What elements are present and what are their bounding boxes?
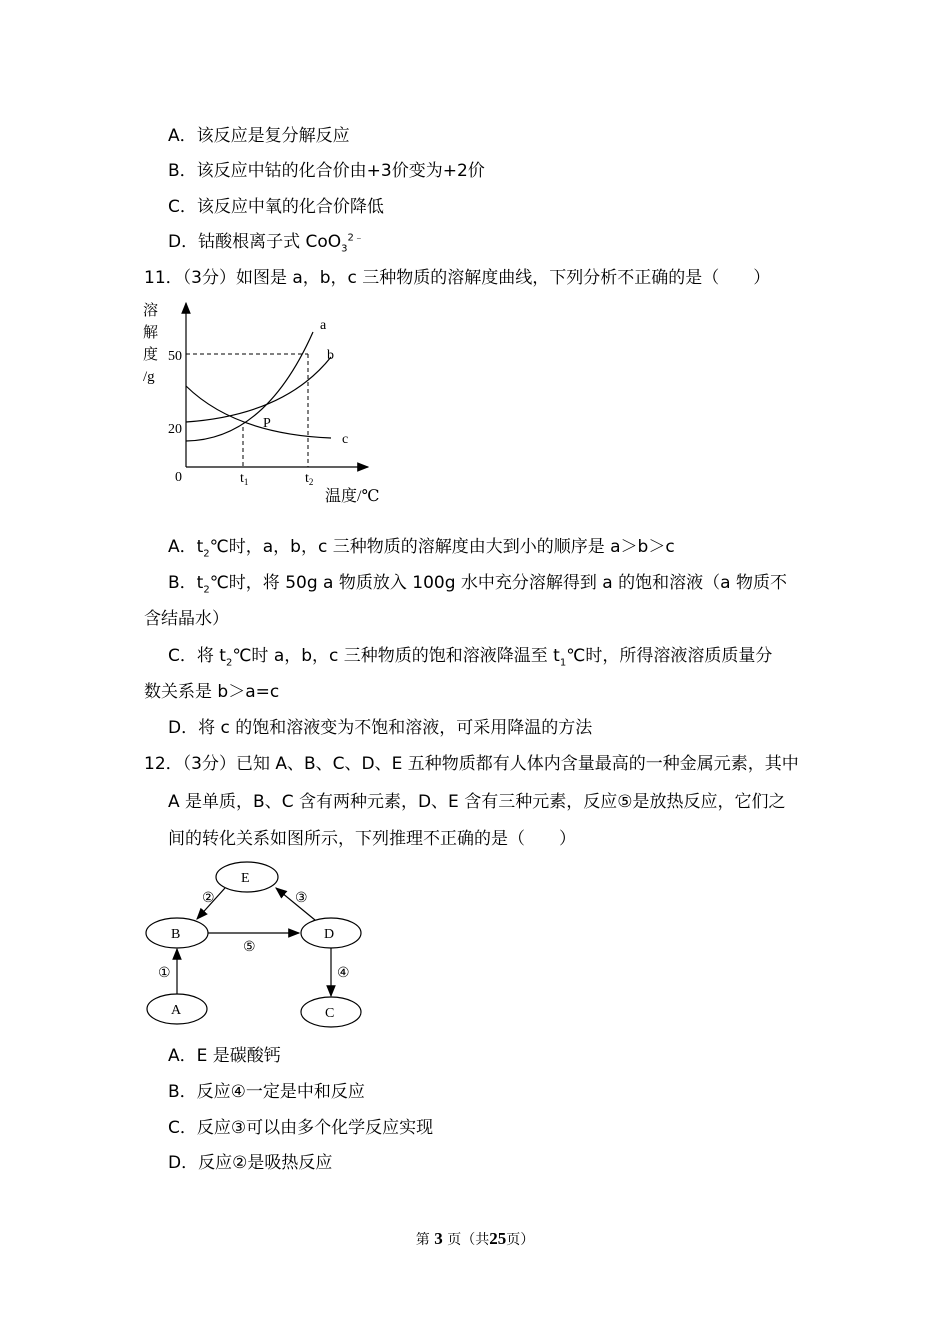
q11-option-d: D．将 c 的饱和溶液变为不饱和溶液，可采用降温的方法 xyxy=(168,718,593,738)
y-tick-20: 20 xyxy=(168,422,182,437)
q11-option-c-cont: 数关系是 b＞a=c xyxy=(144,682,280,702)
node-a-label: A xyxy=(171,1003,182,1018)
reaction-5-label: ⑤ xyxy=(243,940,256,955)
q11-c-sub: 2 xyxy=(225,657,233,669)
y-axis-label-3: 度 xyxy=(143,347,159,363)
q11-b-post: ℃时，将 50g a 物质放入 100g 水中充分溶解得到 a 的饱和溶液（a 物质不 xyxy=(209,573,787,593)
q11-b-sub: 2 xyxy=(203,584,210,596)
origin-label: 0 xyxy=(175,470,182,485)
q10-option-c: C．该反应中氧的化合价降低 xyxy=(168,197,384,217)
q10-option-d-text: D．钴酸根离子式 CoO xyxy=(168,232,342,252)
q11-c-pre: C．将 t xyxy=(168,646,226,666)
q11-stem: 11．（3分）如图是 a，b，c 三种物质的溶解度曲线，下列分析不正确的是（ ） xyxy=(144,268,771,288)
q11-a-pre: A．t xyxy=(168,537,204,557)
reaction-4-label: ④ xyxy=(337,966,350,981)
q12-stem-2: A 是单质，B、C 含有两种元素，D、E 含有三种元素，反应⑤是放热反应，它们之 xyxy=(168,792,786,812)
node-b-label: B xyxy=(171,927,181,942)
node-d-label: D xyxy=(324,927,335,942)
q11-option-b xyxy=(168,572,787,594)
footer-total-pages: 25 xyxy=(489,1229,507,1248)
footer-post: 页） xyxy=(506,1232,535,1248)
reaction-3-label: ③ xyxy=(295,891,308,906)
footer-page-number: 3 xyxy=(434,1229,443,1248)
y-axis-label-1: 溶 xyxy=(143,303,159,319)
reaction-2-label: ② xyxy=(202,891,215,906)
q12-stem-3: 间的转化关系如图所示，下列推理不正确的是（ ） xyxy=(168,829,576,849)
q12-option-c: C．反应③可以由多个化学反应实现 xyxy=(168,1118,434,1138)
q10-option-b: B．该反应中钴的化合价由+3价变为+2价 xyxy=(168,161,485,181)
q12-option-a: A．E 是碳酸钙 xyxy=(168,1046,281,1066)
footer-mid: 页（共 xyxy=(447,1232,490,1248)
q10-option-d-sub: 3 xyxy=(341,243,348,255)
curve-a xyxy=(186,332,313,441)
q10-option-a: A．该反应是复分解反应 xyxy=(168,126,350,146)
q11-a-post: ℃时，a，b，c 三种物质的溶解度由大到小的顺序是 a＞b＞c xyxy=(209,537,675,557)
point-p-label: P xyxy=(263,416,271,431)
y-tick-50: 50 xyxy=(168,349,182,364)
x-axis-label: 温度/℃ xyxy=(325,488,380,505)
q11-b-pre: B．t xyxy=(168,573,204,593)
q10-option-d xyxy=(168,231,364,253)
q11-c-post: ℃时，所得溶液溶质质量分 xyxy=(566,646,773,666)
q10-option-d-sup: 2﹣ xyxy=(347,232,364,244)
curve-b-label: b xyxy=(327,348,334,363)
page-footer xyxy=(0,1229,950,1249)
curve-a-label: a xyxy=(320,318,327,333)
x-tick-t1: $t_1$ xyxy=(240,471,249,487)
q11-c-sub2: 1 xyxy=(559,657,567,669)
q12-stem-1: 12．（3分）已知 A、B、C、D、E 五种物质都有人体内含量最高的一种金属元素，其中 xyxy=(144,754,799,774)
y-axis-label-4: /g xyxy=(143,369,155,385)
q11-option-c xyxy=(168,645,772,667)
q11-a-sub: 2 xyxy=(203,548,210,560)
footer-pre: 第 xyxy=(415,1232,430,1248)
q12-option-d: D．反应②是吸热反应 xyxy=(168,1153,333,1173)
q11-c-mid: ℃时 a，b，c 三种物质的饱和溶液降温至 t xyxy=(232,646,560,666)
node-c-label: C xyxy=(325,1006,335,1021)
solubility-graph xyxy=(135,295,395,510)
reaction-diagram xyxy=(135,855,375,1030)
q11-option-b-cont: 含结晶水） xyxy=(144,609,229,629)
node-e-label: E xyxy=(241,871,250,886)
q11-option-a xyxy=(168,536,675,558)
y-axis-label-2: 解 xyxy=(143,325,159,341)
reaction-1-label: ① xyxy=(158,966,171,981)
q12-option-b: B．反应④一定是中和反应 xyxy=(168,1082,365,1102)
x-tick-t2: $t_2$ xyxy=(305,471,314,487)
curve-c-label: c xyxy=(342,432,349,447)
